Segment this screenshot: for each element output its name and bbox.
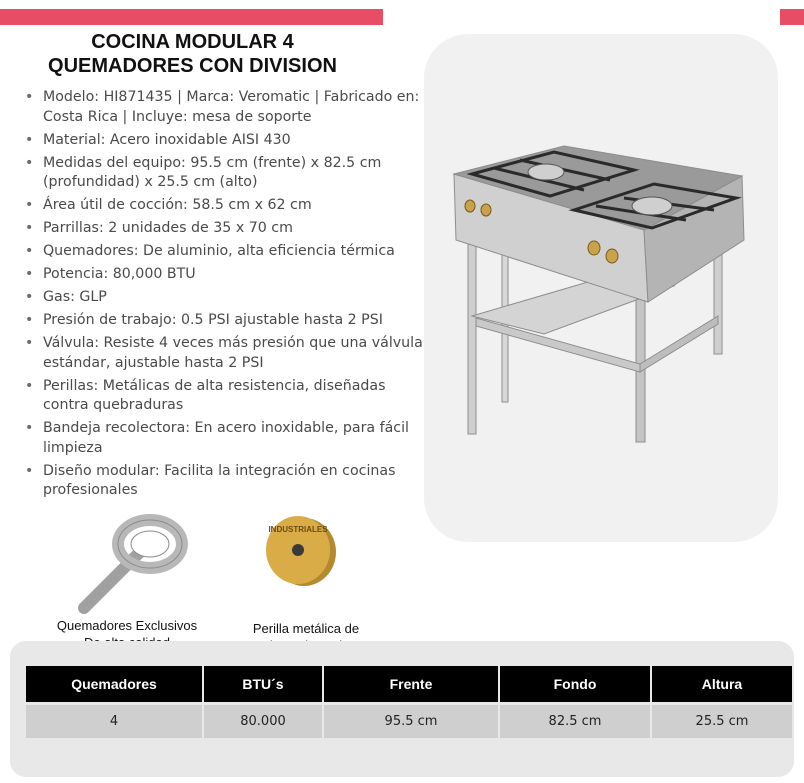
header-quemadores: Quemadores [26, 666, 202, 702]
cell-quemadores: 4 [26, 702, 202, 738]
spec-item: • Perillas: Metálicas de alta resistencia, diseñadas contra quebraduras [25, 377, 386, 414]
header-fondo: Fondo [498, 666, 650, 702]
stove-image [424, 34, 778, 542]
header-btu: BTU´s [202, 666, 322, 702]
spec-item: • Área útil de cocción: 58.5 cm x 62 cm [25, 197, 312, 214]
table-header-row [26, 666, 792, 702]
cell-btu: 80.000 [202, 702, 322, 738]
cell-altura: 25.5 cm [650, 702, 792, 738]
spec-list [24, 88, 429, 504]
spec-item: • Válvula: Resiste 4 veces más presión que una válvula estándar, ajustable hasta 2 PSI [25, 335, 423, 371]
header-altura: Altura [650, 666, 792, 702]
spec-item: • Presión de trabajo: 0.5 PSI ajustable hasta 2 PSI [25, 312, 383, 329]
knob-brand-label: INDUSTRIALES [268, 525, 328, 534]
burner-caption: Quemadores Exclusivos [56, 618, 198, 633]
spec-item: • Bandeja recolectora: En acero inoxidable, para fácil limpieza [25, 420, 409, 456]
spec-item: • Medidas del equipo: 95.5 cm (frente) x 82.5 cm (profundidad) x 25.5 cm (alto) [25, 154, 382, 191]
spec-item: • Quemadores: De aluminio, alta eficiencia térmica [25, 243, 395, 260]
spec-item: • Material: Acero inoxidable AISI 430 [25, 131, 291, 148]
product-title-line1: COCINA MODULAR 4 [91, 31, 294, 53]
table-row [26, 702, 792, 738]
top-accent-bar [0, 9, 383, 25]
product-title [20, 30, 365, 78]
knob-image [258, 512, 340, 592]
header-frente: Frente [322, 666, 498, 702]
spec-item: • Diseño modular: Facilita la integración en cocinas profesionales [25, 462, 396, 499]
spec-table [26, 666, 792, 738]
spec-item: • Potencia: 80,000 BTU [25, 266, 196, 283]
cell-frente: 95.5 cm [322, 702, 498, 738]
spec-item: • Gas: GLP [25, 289, 107, 306]
cell-fondo: 82.5 cm [498, 702, 650, 738]
burner-image [70, 508, 192, 614]
product-title-line2: QUEMADORES CON DIVISION [48, 55, 337, 77]
spec-item: • Modelo: HI871435 | Marca: Veromatic | Fabricado en: Costa Rica | Incluye: mesa de soporte [25, 89, 420, 125]
spec-item: • Parrillas: 2 unidades de 35 x 70 cm [25, 220, 293, 237]
top-accent-bar-right [780, 9, 804, 25]
knob-caption: Perilla metálica de [252, 621, 360, 636]
